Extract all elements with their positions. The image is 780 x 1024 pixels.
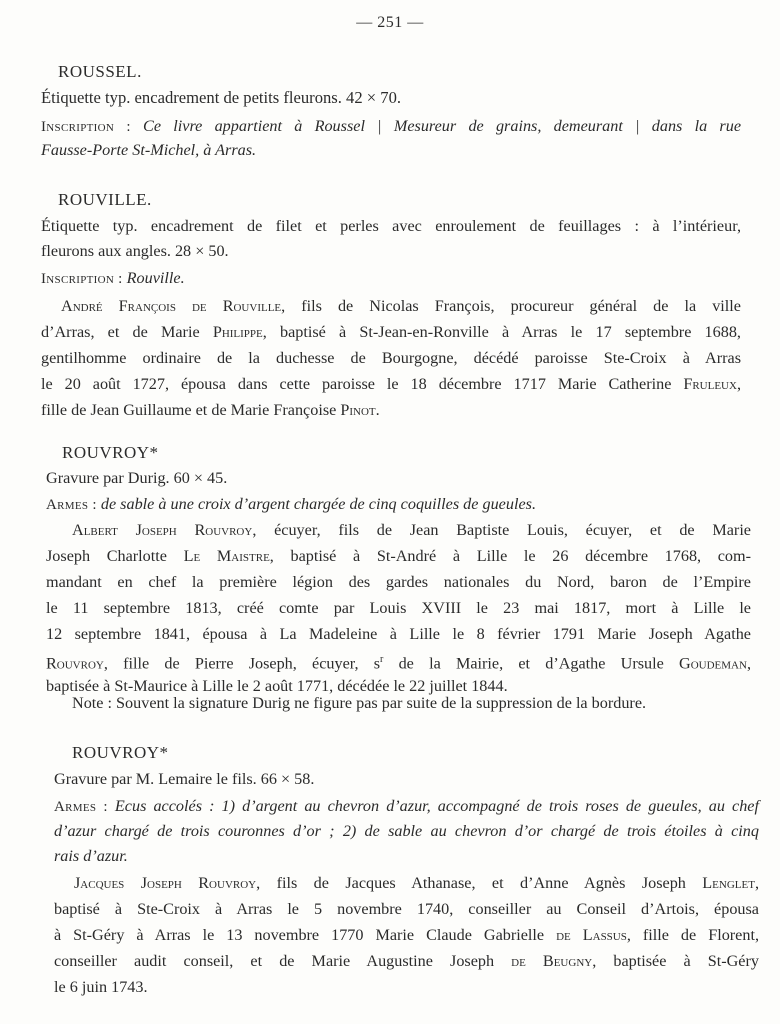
bio-text: conseiller audit conseil, et de Marie Augustine Joseph [54, 952, 512, 970]
bio-text: à St-Géry à Arras le 13 novembre 1770 Marie Claude Gabrielle [54, 926, 557, 944]
arms-text: rais d’azur. [54, 847, 128, 865]
bio-text: baptisée à St-Maurice à Lille le 2 août 1771, décédée le 22 juillet 1844. [46, 677, 508, 695]
person-name: Lenglet [702, 874, 755, 892]
person-name: Le Maistre [183, 547, 270, 565]
bio-text: le 11 septembre 1813, créé comte par Louis XVIII le 23 mai 1817, mort à Lille le [46, 599, 751, 617]
bio-text: , fils de Nicolas François, procureur général de la ville [281, 297, 741, 315]
entry-inscription [41, 116, 741, 137]
inscription-label: Inscription : [41, 119, 131, 135]
inscription-text: Rouville. [126, 269, 185, 287]
person-name: de Lassus [556, 926, 627, 944]
page-number: — 251 — [356, 14, 424, 31]
inscription-text-line2: Fausse-Porte St-Michel, à Arras. [41, 141, 257, 159]
bio-text: Joseph Charlotte [46, 547, 184, 565]
person-name: de Beugny [511, 952, 593, 970]
entry-description: Gravure par M. Lemaire le fils. 66 × 58. [54, 770, 315, 788]
bio-text: , [736, 375, 741, 393]
arms-label: Armes : [54, 799, 108, 815]
entry-note: Note : Souvent la signature Durig ne figure pas par suite de la suppression de la bordure. [72, 694, 647, 712]
entry-heading: ROUVROY* [72, 743, 169, 762]
arms-text: Ecus accolés : 1) d’argent au chevron d’azur, accompagné de trois roses de gueules, au chef [114, 797, 759, 815]
entry-heading: ROUVROY* [62, 443, 159, 462]
bio-text: le 20 août 1727, épousa dans cette paroisse le 18 décembre 1717 Marie Catherine [41, 375, 684, 393]
person-name: André François de Rouville [61, 297, 282, 315]
person-name: Philippe [212, 323, 263, 341]
bio-text: , écuyer, fils de Jean Baptiste Louis, écuyer, et de Marie [252, 521, 751, 539]
arms-text: d’azur chargé de trois couronnes d’or ; 2) de sable au chevron d’or chargé de trois étoiles à cinq [54, 822, 759, 840]
bio-text: fille de Jean Guillaume et de Marie Françoise [41, 401, 341, 419]
person-name: Jacques Joseph Rouvroy [74, 874, 257, 892]
entry-arms [46, 494, 536, 515]
person-name: Albert Joseph Rouvroy [72, 521, 253, 539]
arms-text-line3 [54, 846, 128, 866]
bio-text: 12 septembre 1841, épousa à La Madeleine à Lille le 8 février 1791 Marie Joseph Agathe [46, 625, 751, 643]
arms-label: Armes : [46, 497, 97, 513]
bio-text: le 6 juin 1743. [54, 978, 148, 996]
person-name: Pinot [340, 401, 376, 419]
inscription-continuation [41, 140, 256, 160]
bio-text: , fille de Pierre Joseph, écuyer, s [103, 654, 381, 673]
bio-text: mandant en chef la première légion des gardes nationales du Nord, baron de l’Empire [46, 573, 751, 591]
bio-text: , baptisé à St-Jean-en-Ronville à Arras le 17 septembre 1688, [262, 323, 741, 341]
bio-text: d’Arras, et de Marie [41, 323, 213, 341]
person-name: Fruleux [683, 375, 737, 393]
inscription-text: Ce livre appartient à Roussel | Mesureur de grains, demeurant | dans la rue [143, 117, 741, 135]
entry-description-line2: fleurons aux angles. 28 × 50. [41, 242, 229, 260]
bio-text: , fils de Jacques Athanase, et d’Anne Agnès Joseph [256, 874, 703, 892]
bio-text: baptisé à Ste-Croix à Arras le 5 novembre 1740, conseiller au Conseil d’Artois, épousa [54, 900, 759, 918]
arms-text-line2 [54, 821, 759, 841]
entry-heading: ROUSSEL. [58, 62, 142, 81]
entry-description: Étiquette typ. encadrement de filet et perles avec enroulement de feuillages : à l’intérieur, [41, 217, 741, 235]
inscription-label: Inscription : [41, 271, 123, 287]
bio-text: , [746, 654, 751, 673]
bio-text: gentilhomme ordinaire de la duchesse de Bourgogne, décédé paroisse Ste-Croix à Arras [41, 349, 741, 367]
arms-text: de sable à une croix d’argent chargée de cinq coquilles de gueules. [100, 495, 536, 513]
person-name: Goudeman [679, 654, 747, 673]
bio-text: , baptisé à St-André à Lille le 26 décembre 1768, com- [269, 547, 751, 565]
bio-text: , [754, 874, 759, 892]
entry-inscription [41, 268, 185, 289]
bio-text: , baptisée à St-Géry [592, 952, 759, 970]
entry-heading: ROUVILLE. [58, 190, 152, 209]
person-name: Rouvroy [46, 654, 104, 673]
bio-text: , fille de Florent, [626, 926, 759, 944]
bio-text: . [375, 401, 380, 419]
entry-arms [54, 796, 759, 817]
entry-description: Étiquette typ. encadrement de petits fleurons. 42 × 70. [41, 88, 402, 107]
bio-text: de la Mairie, et d’Agathe Ursule [383, 654, 680, 673]
entry-description: Gravure par Durig. 60 × 45. [46, 469, 228, 487]
superscript: r [380, 654, 384, 665]
